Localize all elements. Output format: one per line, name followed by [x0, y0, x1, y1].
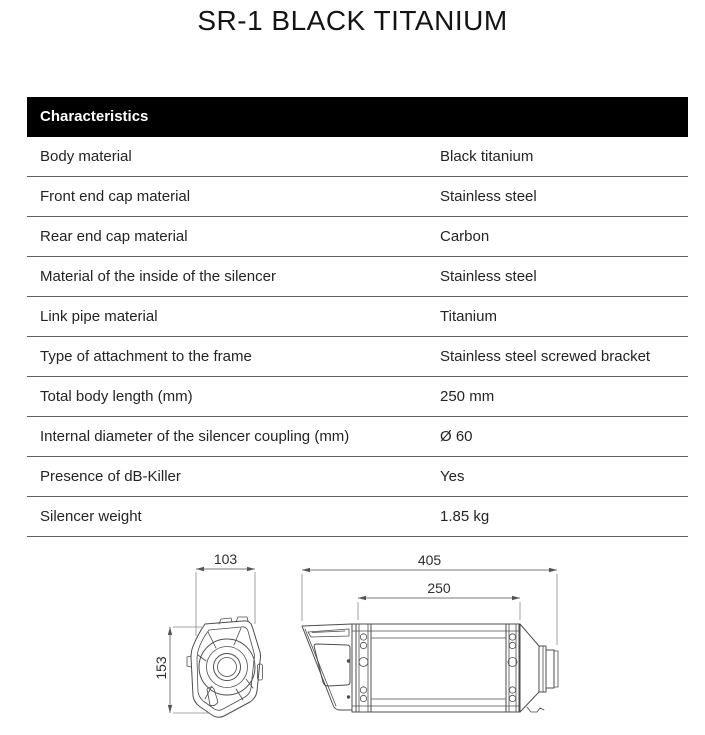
spec-label: Presence of dB-Killer — [40, 468, 181, 485]
end-view — [187, 617, 263, 717]
dimension-front-width — [196, 551, 255, 636]
spec-value: Carbon — [440, 228, 490, 245]
spec-value: Black titanium — [440, 148, 534, 165]
table-row — [27, 337, 688, 377]
dim-front-width-label: 103 — [213, 551, 238, 567]
spec-label: Front end cap material — [40, 188, 191, 205]
spec-value: Stainless steel screwed bracket — [440, 348, 651, 365]
table-row — [27, 497, 688, 537]
spec-label: Body material — [40, 148, 132, 165]
spec-value: Ø 60 — [440, 428, 473, 445]
spec-label: Silencer weight — [40, 508, 142, 525]
dimension-front-height — [153, 627, 209, 713]
spec-label: Material of the inside of the silencer — [40, 268, 276, 285]
spec-value: 1.85 kg — [440, 508, 490, 525]
table-header: Characteristics — [27, 97, 688, 137]
dim-body-length-label: 250 — [427, 580, 451, 596]
table-row — [27, 257, 688, 297]
table-row — [27, 137, 688, 177]
spec-value: Titanium — [440, 308, 497, 325]
page-title: SR-1 BLACK TITANIUM — [197, 5, 508, 36]
dim-front-height-label: 153 — [153, 656, 169, 680]
spec-label: Internal diameter of the silencer coupling (mm) — [40, 428, 350, 445]
side-view — [302, 624, 558, 712]
table-row — [27, 417, 688, 457]
spec-label: Total body length (mm) — [40, 388, 193, 405]
dim-total-length-label: 405 — [417, 552, 442, 568]
spec-value: 250 mm — [440, 388, 495, 405]
spec-value: Stainless steel — [440, 268, 537, 285]
table-row — [27, 177, 688, 217]
spec-label: Link pipe material — [40, 308, 158, 325]
technical-drawing — [0, 545, 705, 735]
table-row — [27, 457, 688, 497]
spec-label: Rear end cap material — [40, 228, 188, 245]
table-row — [27, 297, 688, 337]
table-row — [27, 377, 688, 417]
spec-value: Yes — [440, 468, 465, 485]
spec-label: Type of attachment to the frame — [40, 348, 252, 365]
table-row — [27, 217, 688, 257]
characteristics-table — [27, 97, 688, 537]
spec-value: Stainless steel — [440, 188, 537, 205]
dimension-body-length — [358, 580, 520, 620]
